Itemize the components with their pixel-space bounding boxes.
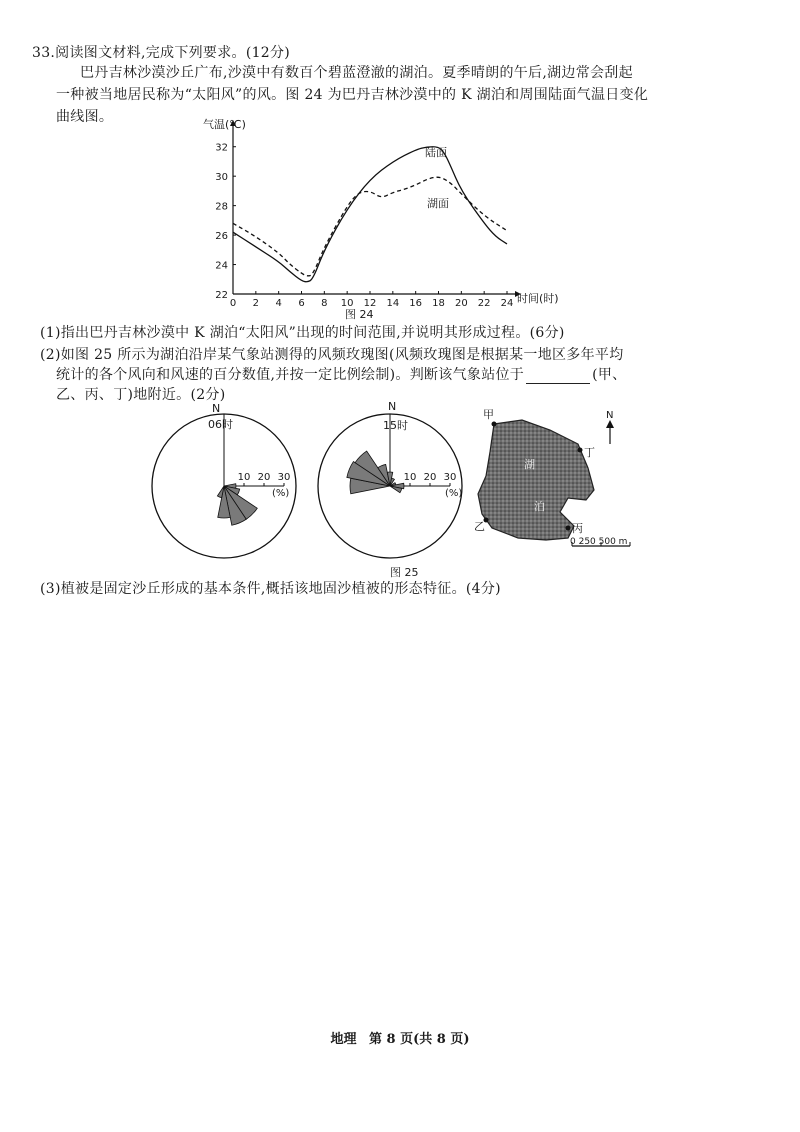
x-tick-label: 14 xyxy=(386,298,400,309)
x-tick-label: 20 xyxy=(454,298,468,309)
x-tick-label: 0 xyxy=(229,298,237,309)
footer-subject: 地理 xyxy=(330,1032,357,1047)
page-footer xyxy=(0,1028,800,1047)
x-tick-label: 10 xyxy=(340,298,354,309)
x-tick-label: 16 xyxy=(409,298,423,309)
figure-caption-25: 图 25 xyxy=(390,566,419,579)
wind-rose-15 xyxy=(318,414,462,558)
lake-map xyxy=(474,408,630,547)
rose-15-label: 15时 xyxy=(383,419,408,432)
point-jia-label: 甲 xyxy=(483,408,494,421)
x-tick-label: 4 xyxy=(275,298,282,309)
wind-rose-06 xyxy=(152,414,296,558)
x-tick-label: 8 xyxy=(321,298,328,309)
map-north-label: N xyxy=(606,410,614,421)
temperature-line-chart xyxy=(195,112,559,321)
rose-scale-label: 20 xyxy=(423,472,437,483)
rose-06-label: 06时 xyxy=(208,418,233,431)
x-axis-label: 时间(时) xyxy=(517,292,559,305)
sub-question-2-line-2 xyxy=(56,364,627,384)
lake-label-2: 泊 xyxy=(534,500,545,513)
y-tick-label: 24 xyxy=(215,260,228,272)
rose-scale-label: 10 xyxy=(403,472,417,483)
north-arrow-icon xyxy=(606,420,614,444)
sub-question-2-options: (甲、 xyxy=(592,367,627,383)
wind-rose-figure xyxy=(140,398,640,580)
rose-scale-label: 10 xyxy=(237,472,251,483)
x-tick-label: 22 xyxy=(477,298,491,309)
y-tick-label: 26 xyxy=(215,231,228,243)
x-tick-label: 12 xyxy=(363,298,377,309)
y-tick-label: 22 xyxy=(215,290,228,301)
footer-page: 第 8 页(共 8 页) xyxy=(369,1032,470,1047)
chart-series xyxy=(233,147,507,282)
intro-line-3: 曲线图。 xyxy=(56,109,114,125)
scale-text: 0 250 500 m xyxy=(570,537,628,547)
x-tick-label: 18 xyxy=(432,298,445,309)
series-line-land xyxy=(233,147,507,282)
x-tick-label: 24 xyxy=(500,298,514,309)
rose-scale-label: 30 xyxy=(443,472,457,483)
series-label-lake: 湖面 xyxy=(427,197,449,210)
intro-line-1: 巴丹吉林沙漠沙丘广布,沙漠中有数百个碧蓝澄澈的湖泊。夏季晴朗的午后,湖边常会刮起 xyxy=(80,65,633,81)
x-tick-label: 2 xyxy=(252,298,260,309)
rose-scale-label: 30 xyxy=(277,472,291,483)
series-label-land: 陆面 xyxy=(425,146,447,159)
point-ding-marker xyxy=(578,448,583,453)
point-ding-label: 丁 xyxy=(584,446,595,459)
sub-question-2-line-1: (2)如图 25 所示为湖泊沿岸某气象站测得的风频玫瑰图(风频玫瑰图是根据某一地区多年平均 xyxy=(40,347,624,363)
point-yi-label: 乙 xyxy=(474,520,485,533)
figure-caption-24: 图 24 xyxy=(345,308,374,321)
series-line-lake xyxy=(233,177,507,276)
question-title: 33.阅读图文材料,完成下列要求。(12分) xyxy=(32,45,291,61)
x-tick-label: 6 xyxy=(298,298,305,309)
lake-label-1: 湖 xyxy=(524,458,535,471)
y-axis-label: 气温(℃) xyxy=(203,118,246,131)
point-jia-marker xyxy=(492,422,497,427)
sub-question-2-line-3: 乙、丙、丁)地附近。(2分) xyxy=(56,387,226,403)
rose-15-north: N xyxy=(388,400,397,413)
sub-question-3: (3)植被是固定沙丘形成的基本条件,概括该地固沙植被的形态特征。(4分) xyxy=(40,581,501,597)
chart-ticks xyxy=(215,143,513,309)
point-bing-marker xyxy=(566,526,571,531)
intro-line-2: 一种被当地居民称为“太阳风”的风。图 24 为巴丹吉林沙漠中的 K 湖泊和周围陆面气温日变化 xyxy=(56,87,649,103)
sub-question-2-text: 统计的各个风向和风速的百分数值,并按一定比例绘制)。判断该气象站位于 xyxy=(56,367,525,383)
rose-15-unit: (%) xyxy=(445,488,463,499)
answer-blank[interactable] xyxy=(526,369,590,384)
rose-scale-label: 20 xyxy=(257,472,271,483)
y-tick-label: 28 xyxy=(215,201,228,213)
rose-06-unit: (%) xyxy=(272,488,290,499)
sub-question-1: (1)指出巴丹吉林沙漠中 K 湖泊“太阳风”出现的时间范围,并说明其形成过程。(6分) xyxy=(40,325,565,341)
rose-06-north: N xyxy=(212,402,221,415)
point-bing-label: 丙 xyxy=(572,522,583,535)
y-tick-label: 32 xyxy=(215,142,228,154)
y-tick-label: 30 xyxy=(215,172,228,184)
